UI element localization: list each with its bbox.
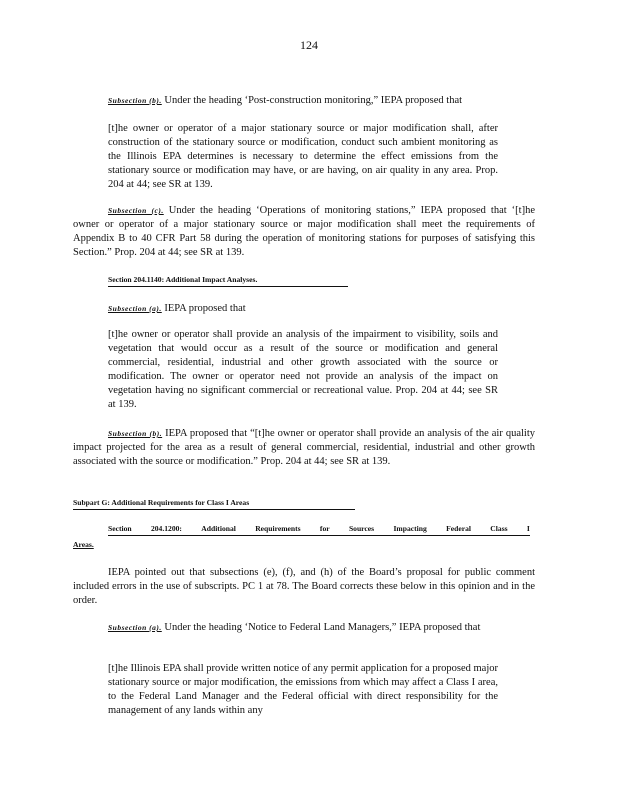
block-quote-impact-analysis: [t]he owner or operator shall provide an analysis of the impairment to visibility, soils and vegetation that would occur as a result of the source or modification and general commercial, residential, industrial and other growth associated with the source or modification. The owner or operator need not provide an analysis of the impact on vegetation having no significant commercial or recreational value. Prop. 204 at 44; see SR at 139. xyxy=(108,329,498,410)
paragraph-subscript-errors: IEPA pointed out that subsections (e), (f), and (h) of the Board’s proposal for public comment included errors in the use of subscripts. PC 1 at 78. The Board corrects these below in this opinion and in the order. xyxy=(73,567,535,606)
section-heading-continuation: Areas. xyxy=(73,540,94,549)
heading-word: Impacting xyxy=(393,524,427,533)
subsection-label: Subsection (b). xyxy=(108,429,163,438)
paragraph-subsection-b-air-quality xyxy=(73,427,535,469)
heading-word: Federal xyxy=(446,524,471,533)
block-quote-post-construction: [t]he owner or operator of a major stationary source or major modification shall, after construction of the stationary source or modification, conduct such ambient monitoring as the Illinois EPA determines is necessary to determine the effect emissions from the stationary source or modification may have, or are having, on air quality in any area. Prop. 204 at 44; see SR at 139. xyxy=(108,123,498,190)
paragraph-text: IEPA proposed that “[t]he owner or operator shall provide an analysis of the air quality impact projected for the area as a result of general commercial, residential, industrial and other growth associated with the source or modification.” Prop. 204 at 44; see SR at 139. xyxy=(73,428,535,467)
heading-word: Additional xyxy=(201,524,236,533)
heading-word: Class xyxy=(490,524,508,533)
paragraph-subsection-a-notice xyxy=(73,621,535,635)
subsection-label: Subsection (a). xyxy=(108,304,162,313)
block-quote-federal-land-managers: [t]he Illinois EPA shall provide written notice of any permit application for a proposed major stationary source or major modification, the emissions from which may affect a Class I area, to the Federal Land Manager and the Federal official with direct responsibility for the management of any lands within any xyxy=(108,663,498,716)
heading-word: Requirements xyxy=(255,524,301,533)
heading-word: I xyxy=(526,524,530,533)
paragraph-text: Under the heading ‘Operations of monitoring stations,” IEPA proposed that ‘[t]he owner or operator of a major stationary source or major modification shall meet the requirements of Appendix B to 40 CFR Part 58 during the operation of monitoring stations for purposes of satisfying this Section.” Prop. 204 at 44; see SR at 139. xyxy=(73,205,535,258)
paragraph-text: IEPA proposed that xyxy=(161,303,246,314)
paragraph-text: Under the heading ‘Notice to Federal Land Managers,” IEPA proposed that xyxy=(161,622,481,633)
heading-word: 204.1200: xyxy=(150,524,182,533)
paragraph-subsection-a-analysis xyxy=(73,302,535,316)
paragraph-subsection-b-monitoring xyxy=(73,94,535,108)
paragraph-subsection-c-operations xyxy=(73,204,535,260)
subpart-heading-g: Subpart G: Additional Requirements for Class I Areas xyxy=(73,498,355,510)
section-heading-204-1200 xyxy=(108,524,530,536)
heading-word: Sources xyxy=(348,524,375,533)
section-heading-204-1140: Section 204.1140: Additional Impact Analyses. xyxy=(108,275,348,287)
page-number: 124 xyxy=(300,38,318,52)
paragraph-text: Under the heading ‘Post-construction monitoring,” IEPA proposed that xyxy=(161,95,463,106)
subsection-label: Subsection (a). xyxy=(108,623,162,632)
subsection-label: Subsection (b). xyxy=(108,96,162,105)
subsection-label: Subsection (c). xyxy=(108,206,164,215)
heading-word: Section xyxy=(108,524,132,533)
heading-word: for xyxy=(319,524,330,533)
